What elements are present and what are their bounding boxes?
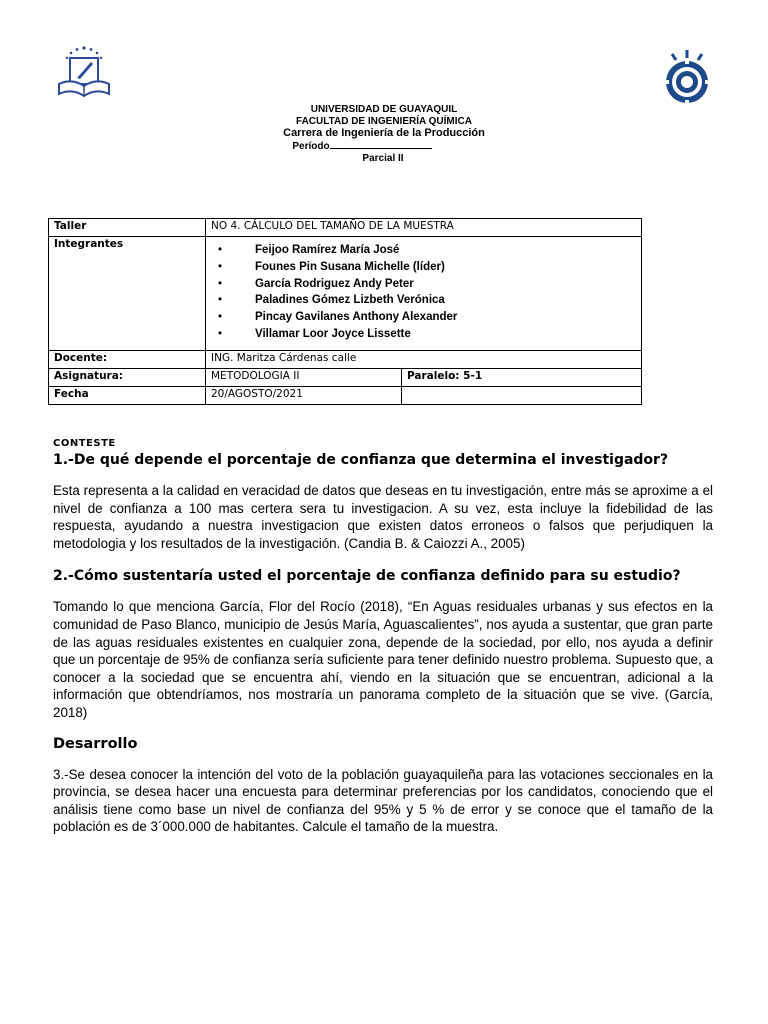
docente-value: ING. Maritza Cárdenas calle (206, 350, 642, 368)
asignatura-value: METODOLOGIA II (206, 368, 402, 386)
answer-2: Tomando lo que menciona García, Flor del Rocío (2018), “En Aguas residuales urbanas y sus efectos en la comunidad de Paso Blanco, municipio de Jesús María, Aguascalientes”, nos ayuda a sustentar, que gran parte de las aguas residuales existentes en cualquier zona, depende de la sociedad, por ello, nos ayuda a definir que un porcentaje de 95% de confianza sería suficiente para tener definido nuestro problema. Supuesto que, a conocer a la sociedad que se encuentra ahí, viendo en la situación que se encuentran, adicional a la información que obtendríamos, nos mostraría un panorama completo de la situación que se vive. (García, 2018) (53, 599, 713, 720)
development-heading: Desarrollo (53, 735, 138, 752)
period-field (0, 139, 746, 153)
members-label: Integrantes (49, 237, 206, 351)
docente-label: Docente: (49, 350, 206, 368)
partial-title: Parcial II (362, 152, 404, 164)
list-item: • Pincay Gavilanes Anthony Alexander (211, 309, 636, 326)
document-body (53, 438, 713, 836)
university-name: UNIVERSIDAD DE GUAYAQUIL (310, 104, 458, 115)
table-row (49, 350, 642, 368)
table-row (49, 368, 642, 386)
members-list (211, 242, 636, 343)
table-row (49, 219, 642, 237)
university-logo (55, 44, 113, 102)
list-item: • Founes Pin Susana Michelle (líder) (211, 259, 636, 276)
period-label: Período (292, 141, 330, 152)
table-row (49, 237, 642, 351)
taller-value: NO 4. CÁLCULO DEL TAMAÑO DE LA MUESTRA (206, 219, 642, 237)
fecha-value: 20/AGOSTO/2021 (206, 386, 402, 404)
list-item: • García Rodriguez Andy Peter (211, 276, 636, 293)
question-3: 3.-Se desea conocer la intención del voto de la población guayaquileña para las votaciones seccionales en la provincia, se desea hacer una encuesta para determinar preferencias por los candidatos, conociendo que el análisis tiene como base un nivel de confianza del 95% y 5 % de error y se conoce que el tamaño de la población es de 3´000.000 de habitantes. Calcule el tamaño de la muestra. (53, 766, 713, 835)
list-item: • Paladines Gómez Lizbeth Verónica (211, 292, 636, 309)
asignatura-label: Asignatura: (49, 368, 206, 386)
question-1: 1.-De qué depende el porcentaje de confianza que determina el investigador? (53, 452, 669, 468)
list-item: • Feijoo Ramírez María José (211, 242, 636, 259)
empty-cell (402, 386, 642, 404)
paralelo-value: Paralelo: 5-1 (402, 368, 642, 386)
table-row (49, 386, 642, 404)
faculty-name: FACULTAD DE INGENIERÍA QUÍMICA (296, 115, 472, 127)
info-table (48, 218, 642, 405)
list-item: • Villamar Loor Joyce Lissette (211, 326, 636, 343)
fecha-label: Fecha (49, 386, 206, 404)
answer-1: Esta representa a la calidad en veracidad de datos que deseas en tu investigación, entre más se aproxime a el nivel de confianza a 100 mas certera sera tu investigacion. A su vez, esta incluye la fidebilidad de las respuesta, ayudando a nuestra investigacion que existen datos erroneos o falsos que perjudiquen la metodologia y los resultados de la investigación. (Candia B. & Caiozzi A., 2005) (53, 483, 713, 551)
taller-label: Taller (49, 219, 206, 237)
members-cell (206, 237, 642, 351)
contest-heading: CONTESTE (53, 438, 116, 449)
document-header (0, 104, 768, 164)
period-blank (330, 139, 432, 149)
faculty-logo (663, 48, 711, 106)
question-2: 2.-Cómo sustentaría usted el porcentaje de confianza definido para su estudio? (53, 568, 681, 585)
career-name: Carrera de Ingeniería de la Producción (283, 127, 485, 139)
